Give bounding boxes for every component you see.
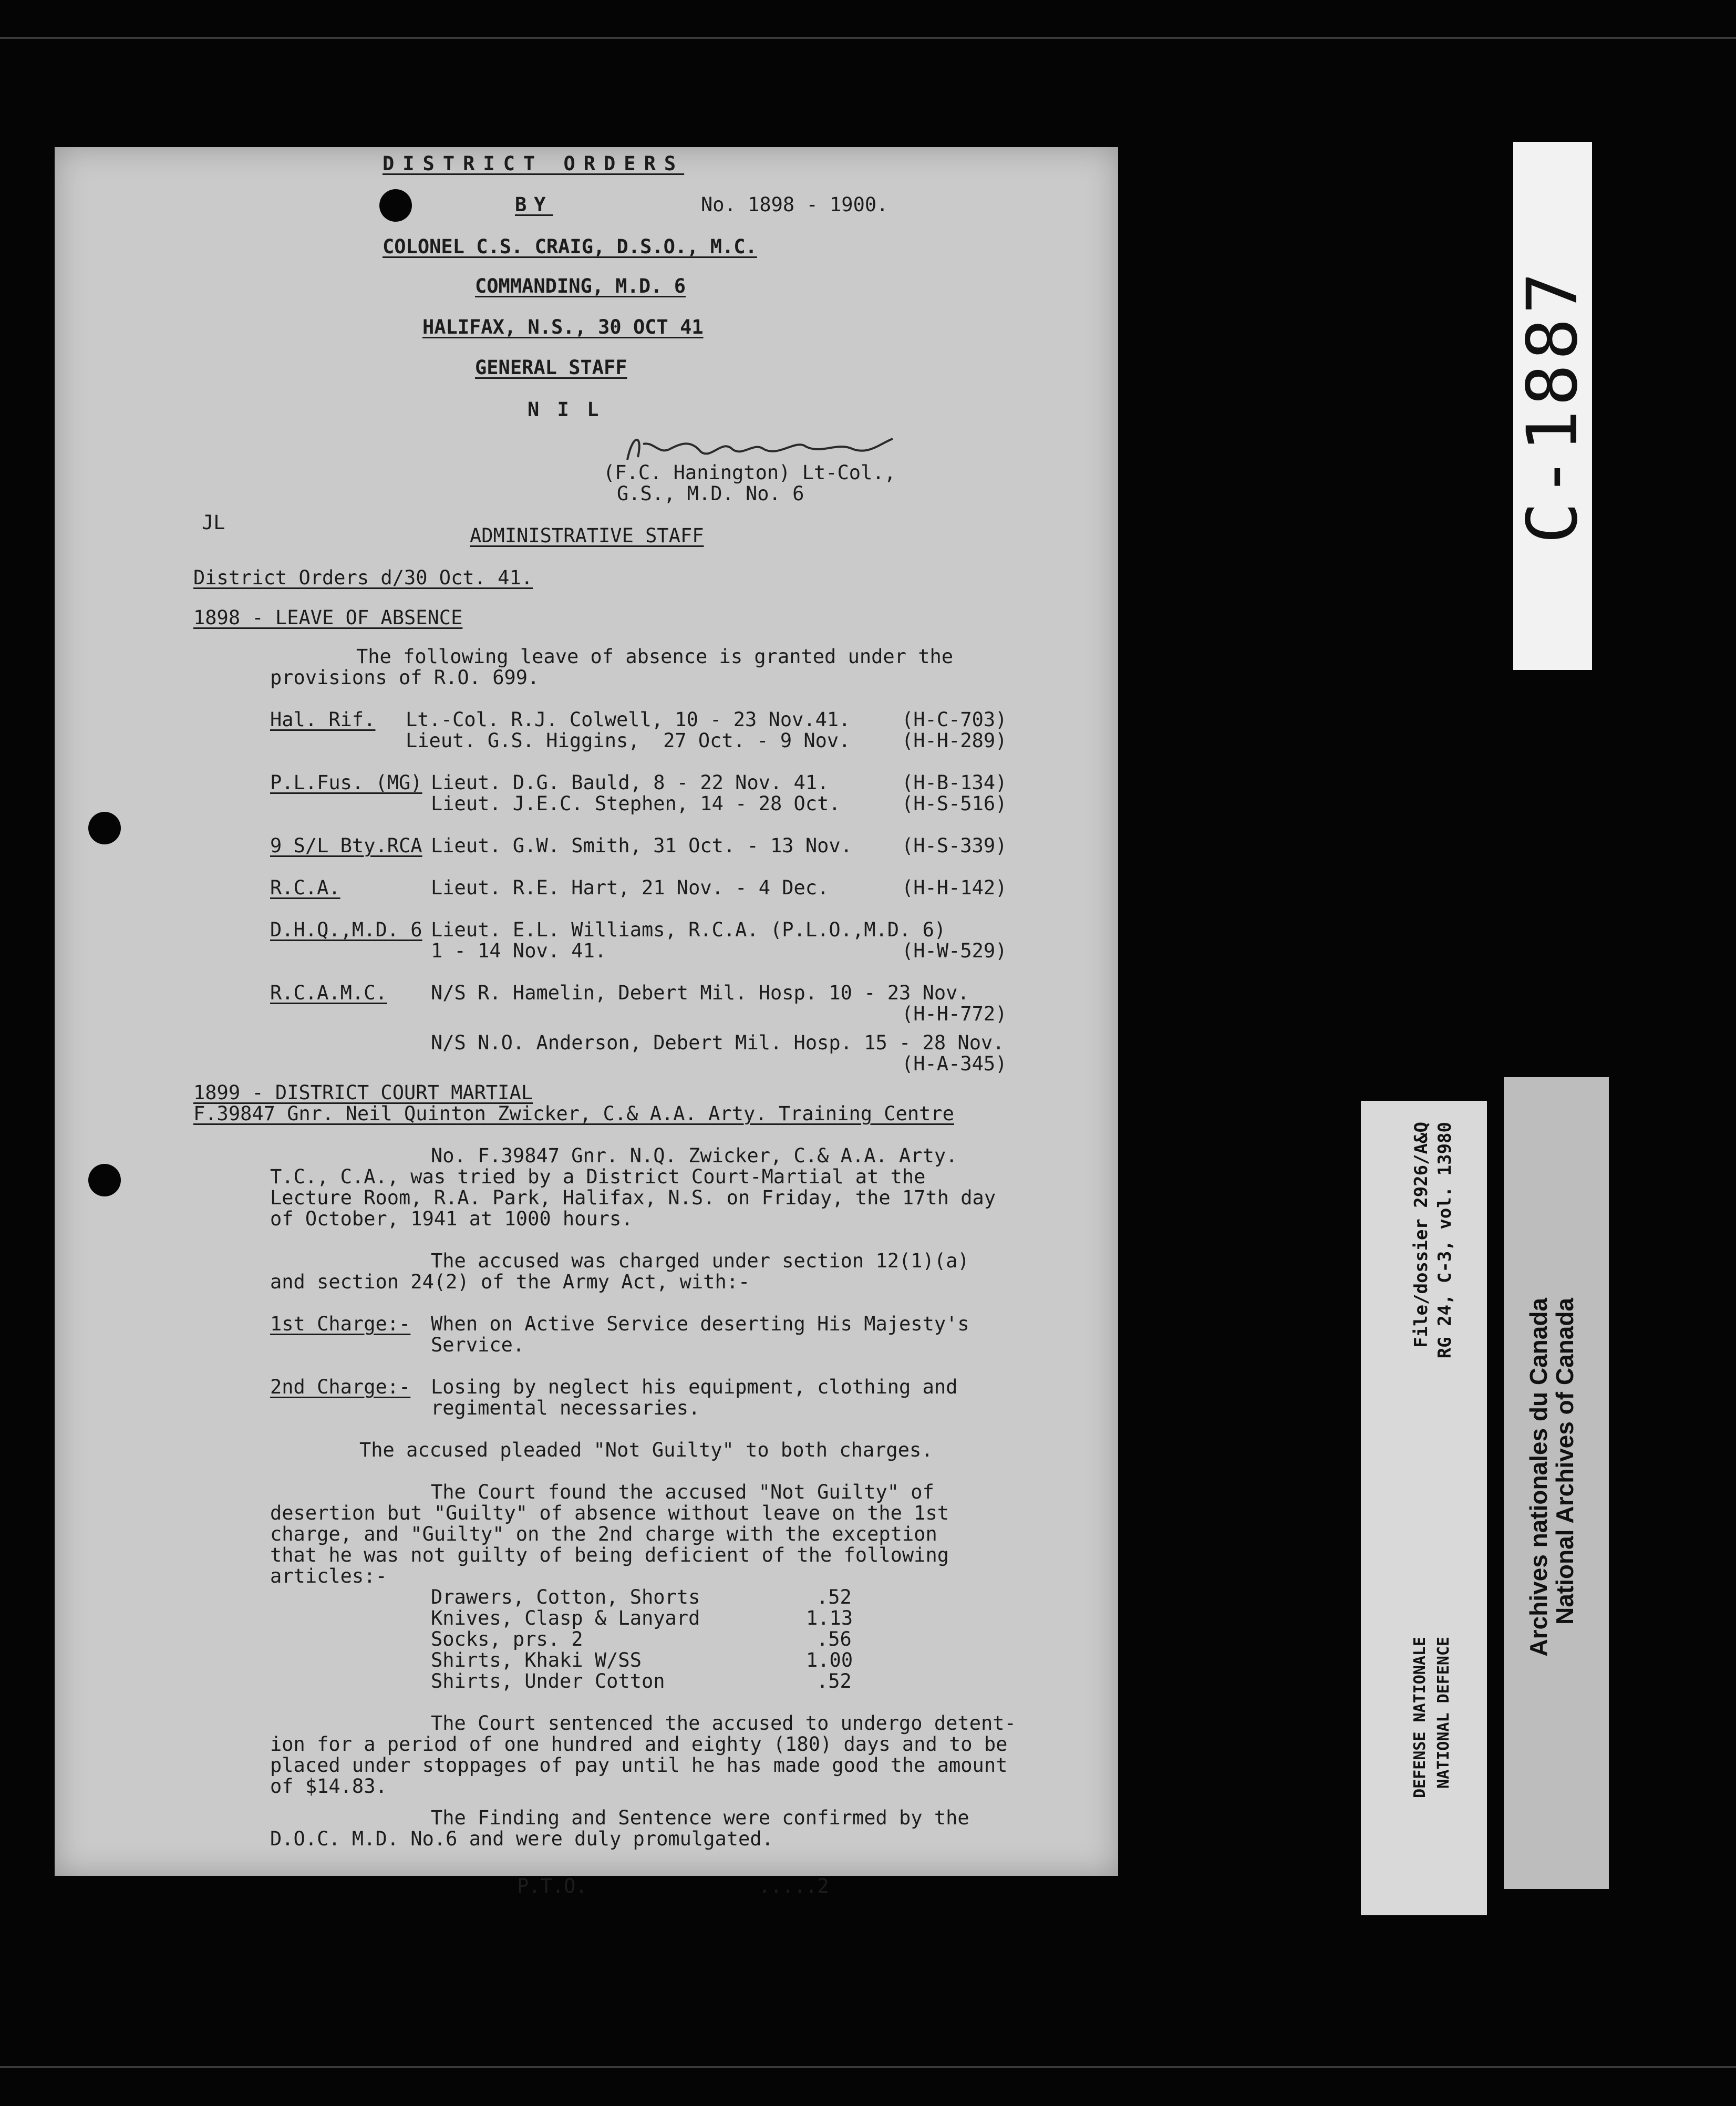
commanding-officer: COLONEL C.S. CRAIG, D.S.O., M.C. <box>383 235 757 258</box>
charge-2-text: regimental necessaries. <box>431 1397 700 1419</box>
archives-name-en: National Archives of Canada <box>1551 1298 1578 1625</box>
leave-entry: Lieut. E.L. Williams, R.C.A. (P.L.O.,M.D. 6) <box>431 918 946 941</box>
finding: articles:- <box>270 1565 387 1587</box>
sentence: placed under stoppages of pay until he has made good the amount <box>270 1754 1008 1777</box>
document-title: DISTRICT ORDERS <box>383 152 685 175</box>
article-price: .52 <box>817 1586 852 1608</box>
section-general-staff: GENERAL STAFF <box>475 356 627 379</box>
leave-entry: 1 - 14 Nov. 41. <box>431 940 607 962</box>
leave-intro: The following leave of absence is granted under the <box>356 645 954 668</box>
archive-reference: File/dossier 2926/A&Q <box>1411 1122 1432 1348</box>
leave-unit: R.C.A. <box>270 876 340 899</box>
article-item: Socks, prs. 2 <box>431 1628 583 1650</box>
leave-entry: Lieut. J.E.C. Stephen, 14 - 28 Oct. <box>431 792 841 815</box>
signatory-name: (F.C. Hanington) Lt-Col., <box>603 461 896 484</box>
nil-entry: N I L <box>528 398 602 421</box>
archive-reference: RG 24, C-3, vol. 13980 <box>1434 1122 1455 1359</box>
section-administrative-staff: ADMINISTRATIVE STAFF <box>470 524 704 547</box>
court-paragraph: T.C., C.A., was tried by a District Court-Martial at the <box>270 1165 926 1188</box>
sentence: The Court sentenced the accused to undergo detent- <box>431 1712 1016 1735</box>
department-name: DEFENSE NATIONALE <box>1411 1637 1429 1799</box>
leave-file-ref: (H-W-529) <box>902 940 1007 962</box>
leave-entry: N/S N.O. Anderson, Debert Mil. Hosp. 15 - 28 Nov. <box>431 1031 1005 1054</box>
leave-file-ref: (H-H-289) <box>902 729 1007 752</box>
order-numbers: No. 1898 - 1900. <box>701 193 888 216</box>
leave-entry: Lieut. G.S. Higgins, 27 Oct. - 9 Nov. <box>406 729 851 752</box>
archive-reference-label <box>1361 1101 1487 1915</box>
charge-1-text: Service. <box>431 1334 525 1356</box>
charge-1-text: When on Active Service deserting His Majesty's <box>431 1313 969 1335</box>
leave-entry: N/S R. Hamelin, Debert Mil. Hosp. 10 - 23 Nov. <box>431 982 969 1004</box>
frame-number: C-1887 <box>1512 268 1593 544</box>
frame-number-label <box>1513 142 1592 670</box>
leave-file-ref: (H-B-134) <box>902 771 1007 794</box>
next-page-marker: .....2 <box>759 1875 829 1897</box>
sentence: ion for a period of one hundred and eighty (180) days and to be <box>270 1733 1008 1756</box>
signatory-title: G.S., M.D. No. 6 <box>617 482 804 505</box>
by-line: BY <box>515 193 553 216</box>
leave-file-ref: (H-H-142) <box>902 876 1007 899</box>
leave-file-ref: (H-S-516) <box>902 792 1007 815</box>
court-martial-heading: 1899 - DISTRICT COURT MARTIAL <box>193 1081 533 1104</box>
film-edge-bottom <box>0 2066 1736 2068</box>
article-item: Shirts, Under Cotton <box>431 1670 665 1692</box>
typist-initials: JL <box>202 511 225 534</box>
punch-hole <box>379 189 412 222</box>
article-item: Shirts, Khaki W/SS <box>431 1649 642 1671</box>
article-price: 1.13 <box>806 1607 853 1629</box>
charge-2-text: Losing by neglect his equipment, clothing and <box>431 1376 958 1398</box>
place-date: HALIFAX, N.S., 30 OCT 41 <box>422 316 704 338</box>
sentence: of $14.83. <box>270 1775 387 1798</box>
leave-file-ref: (H-C-703) <box>902 708 1007 731</box>
command-line: COMMANDING, M.D. 6 <box>475 275 686 297</box>
court-martial-subject: F.39847 Gnr. Neil Quinton Zwicker, C.& A.A. Arty. Training Centre <box>193 1102 954 1125</box>
leave-file-ref: (H-H-772) <box>902 1003 1007 1025</box>
confirmation: D.O.C. M.D. No.6 and were duly promulgated. <box>270 1828 773 1850</box>
leave-file-ref: (H-S-339) <box>902 834 1007 857</box>
charge-1-label: 1st Charge:- <box>270 1313 411 1335</box>
article-price: .52 <box>817 1670 852 1692</box>
leave-unit: R.C.A.M.C. <box>270 982 387 1004</box>
leave-intro: provisions of R.O. 699. <box>270 666 540 689</box>
pto-note: P.T.O. <box>517 1875 587 1897</box>
finding: charge, and "Guilty" on the 2nd charge with the exception <box>270 1523 937 1545</box>
department-name: NATIONAL DEFENCE <box>1434 1637 1453 1789</box>
leave-entry: Lieut. G.W. Smith, 31 Oct. - 13 Nov. <box>431 834 852 857</box>
punch-hole <box>88 1164 121 1196</box>
article-price: 1.00 <box>806 1649 853 1671</box>
article-item: Drawers, Cotton, Shorts <box>431 1586 700 1608</box>
finding: desertion but "Guilty" of absence without leave on the 1st <box>270 1502 949 1524</box>
leave-heading: 1898 - LEAVE OF ABSENCE <box>193 606 463 629</box>
finding: that he was not guilty of being deficient of the following <box>270 1544 949 1566</box>
leave-entry: Lt.-Col. R.J. Colwell, 10 - 23 Nov.41. <box>406 708 851 731</box>
leave-entry: Lieut. R.E. Hart, 21 Nov. - 4 Dec. <box>431 876 829 899</box>
leave-unit: 9 S/L Bty.RCA <box>270 834 422 857</box>
finding: The Court found the accused "Not Guilty" of <box>431 1481 934 1503</box>
charge-2-label: 2nd Charge:- <box>270 1376 411 1398</box>
court-paragraph: No. F.39847 Gnr. N.Q. Zwicker, C.& A.A. Arty. <box>431 1144 958 1167</box>
document-page <box>55 147 1118 1897</box>
article-price: .56 <box>817 1628 852 1650</box>
court-paragraph: and section 24(2) of the Army Act, with:- <box>270 1271 750 1293</box>
plea: The accused pleaded "Not Guilty" to both charges. <box>359 1439 933 1461</box>
court-paragraph: Lecture Room, R.A. Park, Halifax, N.S. on Friday, the 17th day <box>270 1186 996 1209</box>
confirmation: The Finding and Sentence were confirmed by the <box>431 1806 969 1829</box>
leave-entry: Lieut. D.G. Bauld, 8 - 22 Nov. 41. <box>431 771 829 794</box>
court-paragraph: of October, 1941 at 1000 hours. <box>270 1207 633 1230</box>
leave-file-ref: (H-A-345) <box>902 1052 1007 1075</box>
leave-unit: D.H.Q.,M.D. 6 <box>270 918 422 941</box>
archives-name-fr: Archives nationales du Canada <box>1525 1298 1552 1657</box>
leave-unit: P.L.Fus. (MG) <box>270 771 422 794</box>
archives-canada-label <box>1504 1077 1609 1889</box>
court-paragraph: The accused was charged under section 12(1)(a) <box>431 1250 969 1272</box>
punch-hole <box>88 812 121 844</box>
film-edge-top <box>0 37 1736 39</box>
article-item: Knives, Clasp & Lanyard <box>431 1607 700 1629</box>
leave-unit: Hal. Rif. <box>270 708 376 731</box>
orders-reference: District Orders d/30 Oct. 41. <box>193 566 533 589</box>
